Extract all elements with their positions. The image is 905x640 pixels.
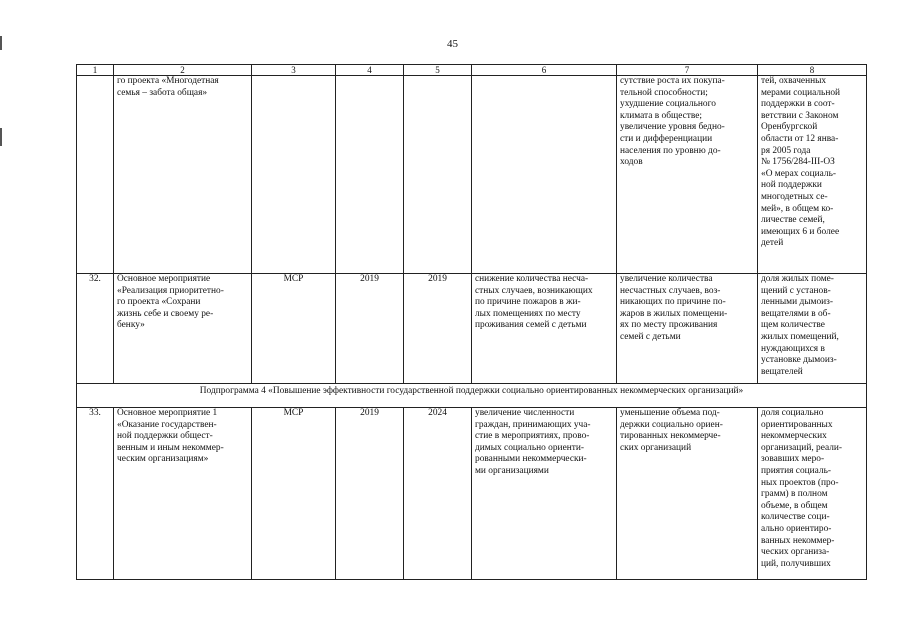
table-row — [77, 408, 867, 580]
column-header: 8 — [758, 65, 867, 76]
table-row — [77, 274, 867, 384]
subprogram-title: Подпрограмма 4 «Повышение эффективности государственной поддержки социально ориентированных некоммерческих организаций» — [77, 384, 867, 408]
non-implementation-consequences: уменьшение объема под- держки социально ориен- тированных некоммерче- ских организаций — [617, 408, 758, 580]
row-number: 32. — [77, 274, 114, 384]
program-measures-table — [76, 64, 867, 580]
related-indicator: тей, охваченных мерами социальной поддержки в соот- ветствии с Законом Оренбургской области от 12 янва- ря 2005 года № 1756/284-III-ОЗ «О мерах социаль- ной поддержки многодетных се- мей», в общем ко- личестве семей, имеющих 6 и более детей — [758, 76, 867, 274]
table-header-row — [77, 65, 867, 76]
column-header: 4 — [336, 65, 404, 76]
scan-edge-mark — [0, 128, 2, 146]
executor: МСР — [252, 274, 336, 384]
non-implementation-consequences: сутствие роста их покупа- тельной способности; ухудшение социального климата в обществе; увеличение уровня бедно- сти и дифференциации населения по уровню до- ходов — [617, 76, 758, 274]
row-number — [77, 76, 114, 274]
column-header: 1 — [77, 65, 114, 76]
start-year: 2019 — [336, 274, 404, 384]
row-number: 33. — [77, 408, 114, 580]
end-year: 2019 — [404, 274, 472, 384]
expected-result: снижение количества несча- стных случаев, возникающих по причине пожаров в жи- лых помещениях по месту проживания семей с детьми — [472, 274, 617, 384]
related-indicator: доля жилых поме- щений с установ- ленными дымоиз- вещателями в об- щем количестве жилых помещений, нуждающихся в установке дымоиз- вещателей — [758, 274, 867, 384]
measure-name: Основное мероприятие 1 «Оказание государствен- ной поддержки общест- венным и иным некоммер- ческим организациям» — [114, 408, 252, 580]
end-year — [404, 76, 472, 274]
start-year — [336, 76, 404, 274]
end-year: 2024 — [404, 408, 472, 580]
subprogram-heading-row — [77, 384, 867, 408]
measure-name: Основное мероприятие «Реализация приоритетно- го проекта «Сохрани жизнь себе и своему ре- бенку» — [114, 274, 252, 384]
start-year: 2019 — [336, 408, 404, 580]
measure-name: го проекта «Многодетная семья – забота общая» — [114, 76, 252, 274]
table-row — [77, 76, 867, 274]
expected-result — [472, 76, 617, 274]
column-header: 2 — [114, 65, 252, 76]
column-header: 6 — [472, 65, 617, 76]
expected-result: увеличение численности граждан, принимающих уча- стие в мероприятиях, прово- димых социально ориенти- рованными некоммерчески- ми организациями — [472, 408, 617, 580]
non-implementation-consequences: увеличение количества несчастных случаев, воз- никающих по причине по- жаров в жилых помещени- ях по месту проживания семей с детьми — [617, 274, 758, 384]
related-indicator: доля социально ориентированных некоммерческих организаций, реали- зовавших меро- приятия социаль- ных проектов (про- грамм) в полном объеме, в общем количестве соци- ально ориентиро- ванных некоммер- ческих организа- ций, получивших — [758, 408, 867, 580]
column-header: 3 — [252, 65, 336, 76]
column-header: 5 — [404, 65, 472, 76]
page-number: 45 — [447, 38, 458, 50]
executor — [252, 76, 336, 274]
column-header: 7 — [617, 65, 758, 76]
executor: МСР — [252, 408, 336, 580]
